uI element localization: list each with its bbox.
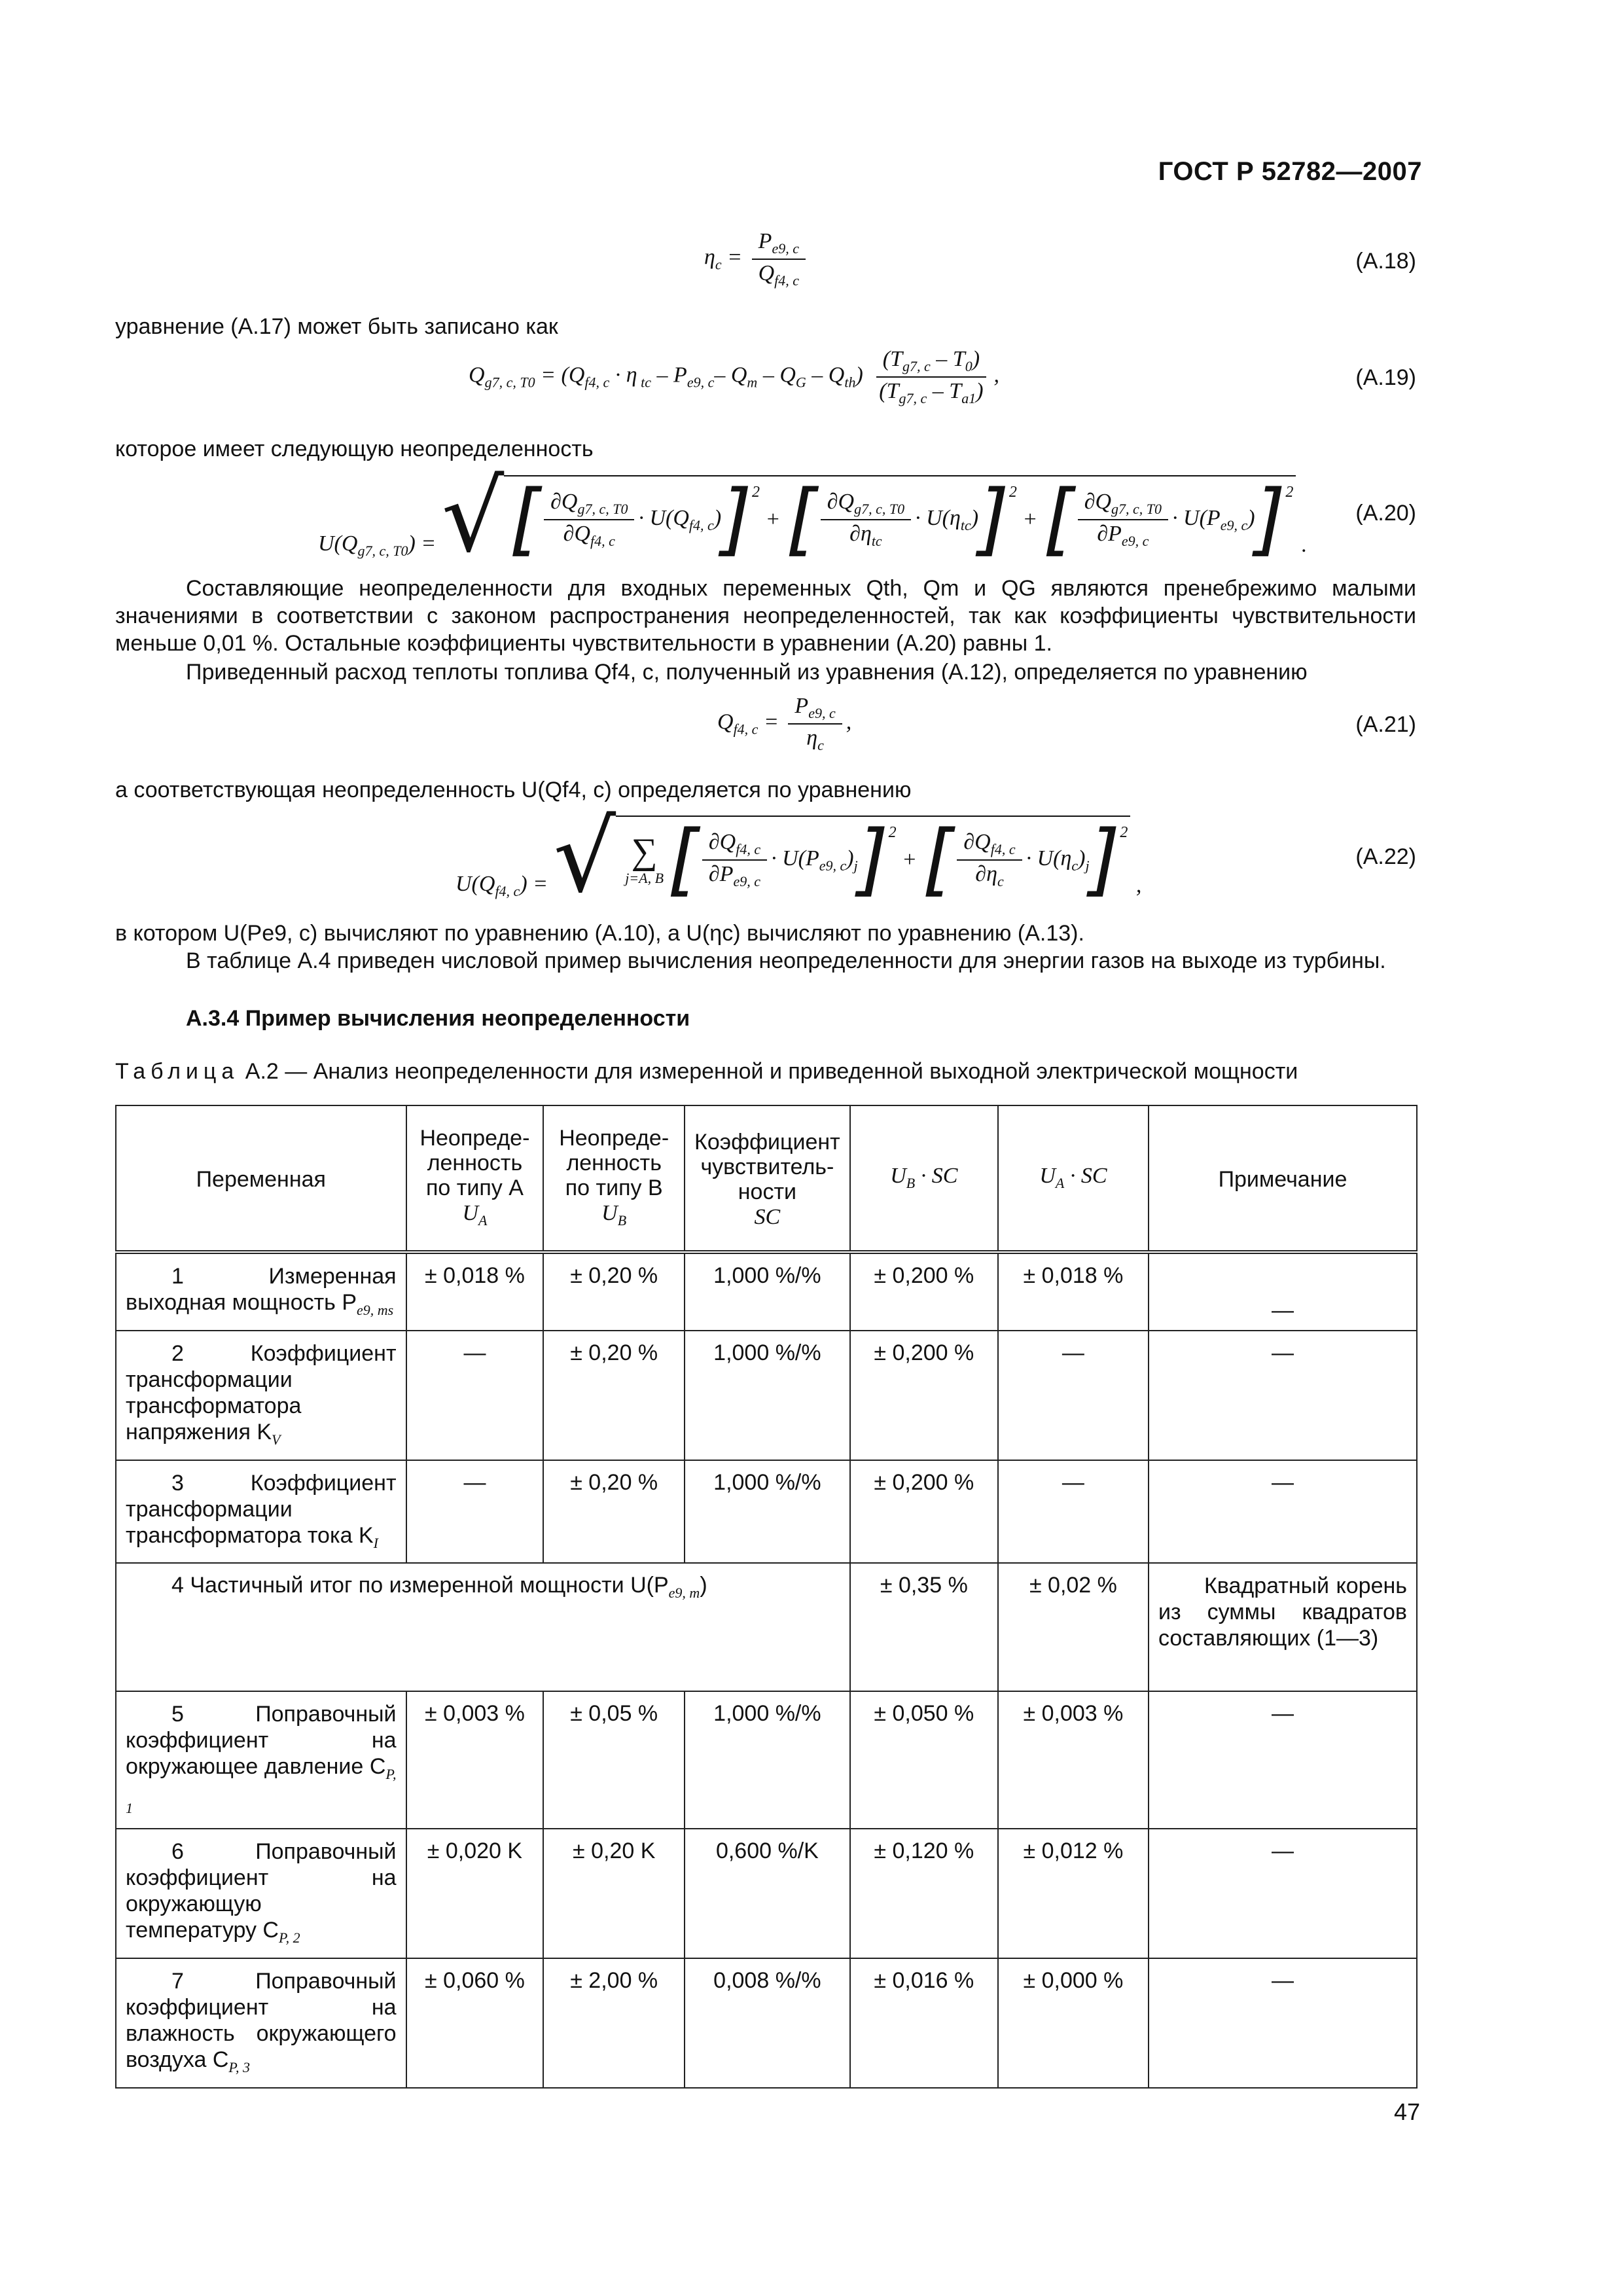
table-row	[116, 1331, 1417, 1460]
row-label: 2 Коэффициент трансформации трансформатора напряжения $K_V$	[116, 1331, 406, 1460]
cell: ± 0,018 %	[998, 1252, 1149, 1331]
equation-number: (А.21)	[1355, 712, 1416, 737]
paragraph: Приведенный расход теплоты топлива Qf4, c, полученный из уравнения (А.12), определяется по уравнению	[186, 660, 1308, 685]
row-label: 3 Коэффициент трансформации трансформатора тока $K_I$	[116, 1460, 406, 1564]
header-type-b: Неопреде-ленность по типу В $U_B$	[543, 1105, 685, 1252]
cell: ± 0,020 K	[406, 1829, 544, 1958]
paragraph: которое имеет следующую неопределенность	[115, 437, 594, 461]
cell: ± 0,20 %	[543, 1331, 685, 1460]
paragraph: а соответствующая неопределенность U(Qf4, c) определяется по уравнению	[115, 778, 912, 802]
header-note: Примечание	[1149, 1105, 1417, 1252]
cell: 1,000 %/%	[685, 1252, 850, 1331]
cell: ± 0,003 %	[406, 1691, 544, 1829]
cell: ± 0,200 %	[850, 1252, 998, 1331]
cell: ± 0,003 %	[998, 1691, 1149, 1829]
cell: ± 0,02 %	[998, 1563, 1149, 1691]
paragraph: В таблице А.4 приведен числовой пример вычисления неопределенности для энергии газов на выходе из турбины.	[186, 948, 1386, 973]
cell: ± 2,00 %	[543, 1958, 685, 2088]
cell: ± 0,20 %	[543, 1252, 685, 1331]
cell: —	[998, 1460, 1149, 1564]
header-sensitivity: Коэффициент чувствитель-ности SC	[685, 1105, 850, 1252]
cell: 1,000 %/%	[685, 1460, 850, 1564]
cell: ± 0,200 %	[850, 1331, 998, 1460]
cell: ± 0,120 %	[850, 1829, 998, 1958]
table-row	[116, 1563, 1417, 1691]
cell: —	[1149, 1958, 1417, 2088]
paragraph: в котором U(Pe9, c) вычисляют по уравнению (А.10), а U(ηc) вычисляют по уравнению (А.13).	[115, 921, 1084, 946]
paragraph: Составляющие неопределенности для входных переменных Qth, Qm и QG являются пренебрежимо малыми значениями в соответствии с законом распространения неопределенностей, так как коэффициенты чувствительности меньше 0,01 %. Остальные коэффициенты чувствительности в уравнении (А.20) равны 1.	[115, 576, 1416, 656]
cell: ± 0,050 %	[850, 1691, 998, 1829]
equation-a21: $Q_{f4, c}$ = $\frac{P_{e9, c}}{\eta_c}$ , (А.21)	[717, 694, 1416, 753]
cell: Квадратный корень из суммы квадратов составляющих (1—3)	[1149, 1563, 1417, 1691]
row-label: 4 Частичный итог по измеренной мощности $U(P_{e9, m})$	[116, 1563, 850, 1691]
row-label: 1 Измеренная выходная мощность $P_{e9, ms}$	[116, 1252, 406, 1331]
equation-a20: $U(Q_{g7, c, T0})$ = √ [ $\frac{\partial Q_{g7, c, T0}}{\partial Q_{f4, c}}$ · $U(Q_{f4, c})$ ] 2 + [ $\frac{\partial Q_{g7, c, T0}}{\partial\eta_{tc}}$ · $U(\eta_{tc})$ ] 2 + [ $\frac{\partial Q_{g7, c, T0}}{\partial P_{e9, c}}$ · $U(P_{e9, c})$ ] 2 . (А.20)	[318, 460, 1416, 574]
cell: ± 0,35 %	[850, 1563, 998, 1691]
equation-number: (А.20)	[1355, 501, 1416, 526]
cell: —	[1149, 1691, 1417, 1829]
uncertainty-table	[115, 1105, 1418, 2089]
row-label: 6 Поправочный коэффициент на окружающую температуру $C_{P, 2}$	[116, 1829, 406, 1958]
header-variable: Переменная	[116, 1105, 406, 1252]
cell: ± 0,060 %	[406, 1958, 544, 2088]
cell: ± 0,000 %	[998, 1958, 1149, 2088]
cell: ± 0,200 %	[850, 1460, 998, 1564]
header-ua-sc: $U_A$ · SC	[998, 1105, 1149, 1252]
equation-a19: $Q_{g7, c, T0} = (Q_{f4, c} \cdot \eta$ $_{tc} - P_{e9, c}-$ $Q_m - Q_G - Q_{th}$) $\frac{(T_{g7, c} - T_0)}{(T_{g7, c} - T_{a1})}$ , (А.19)	[469, 347, 1416, 406]
cell: —	[1149, 1460, 1417, 1564]
cell: ± 0,05 %	[543, 1691, 685, 1829]
page-number: 47	[1393, 2098, 1420, 2125]
header-type-a: Неопреде-ленность по типу А $U_A$	[406, 1105, 544, 1252]
equation-a22: $U(Q_{f4, c})$ = √ ∑ j=A, B [ $\frac{\partial Q_{f4, c}}{\partial P_{e9, c}}$ · $U(P_{e9, c})_j$ ] 2 + [ $\frac{\partial Q_{f4, c}}{\partial\eta_c}$ · $U(\eta_c)_j$ ] 2 , (А.22)	[455, 800, 1416, 914]
cell: —	[406, 1331, 544, 1460]
cell: 1,000 %/%	[685, 1331, 850, 1460]
row-label: 7 Поправочный коэффициент на влажность окружающего воздуха $C_{P, 3}$	[116, 1958, 406, 2088]
row-label: 5 Поправочный коэффициент на окружающее давление $C_{P, 1}$	[116, 1691, 406, 1829]
cell: 1,000 %/%	[685, 1691, 850, 1829]
table-row	[116, 1252, 1417, 1331]
table-row	[116, 1691, 1417, 1829]
cell: ± 0,016 %	[850, 1958, 998, 2088]
cell: ± 0,018 %	[406, 1252, 544, 1331]
equation-a18: $\eta_c$ = $\frac{P_{e9, c}}{Q_{f4, c}}$ (А.18)	[704, 229, 1416, 289]
table-caption: Таблица А.2 — Анализ неопределенности для измеренной и приведенной выходной электрической мощности	[115, 1059, 1298, 1084]
document-code: ГОСТ Р 52782—2007	[1158, 157, 1422, 186]
cell: ± 0,20 %	[543, 1460, 685, 1564]
cell: —	[1149, 1252, 1417, 1331]
header-ub-sc: $U_B$ · SC	[850, 1105, 998, 1252]
cell: —	[998, 1331, 1149, 1460]
paragraph: уравнение (А.17) может быть записано как	[115, 314, 558, 339]
cell: 0,008 %/%	[685, 1958, 850, 2088]
table-row	[116, 1829, 1417, 1958]
equation-number: (А.22)	[1355, 844, 1416, 869]
table-row	[116, 1460, 1417, 1564]
equation-number: (А.18)	[1355, 249, 1416, 274]
cell: ± 0,012 %	[998, 1829, 1149, 1958]
equation-number: (А.19)	[1355, 365, 1416, 390]
cell: ± 0,20 K	[543, 1829, 685, 1958]
section-heading: А.3.4 Пример вычисления неопределенности	[186, 1006, 690, 1031]
cell: 0,600 %/K	[685, 1829, 850, 1958]
table-row	[116, 1958, 1417, 2088]
cell: —	[1149, 1829, 1417, 1958]
cell: —	[1149, 1331, 1417, 1460]
cell: —	[406, 1460, 544, 1564]
